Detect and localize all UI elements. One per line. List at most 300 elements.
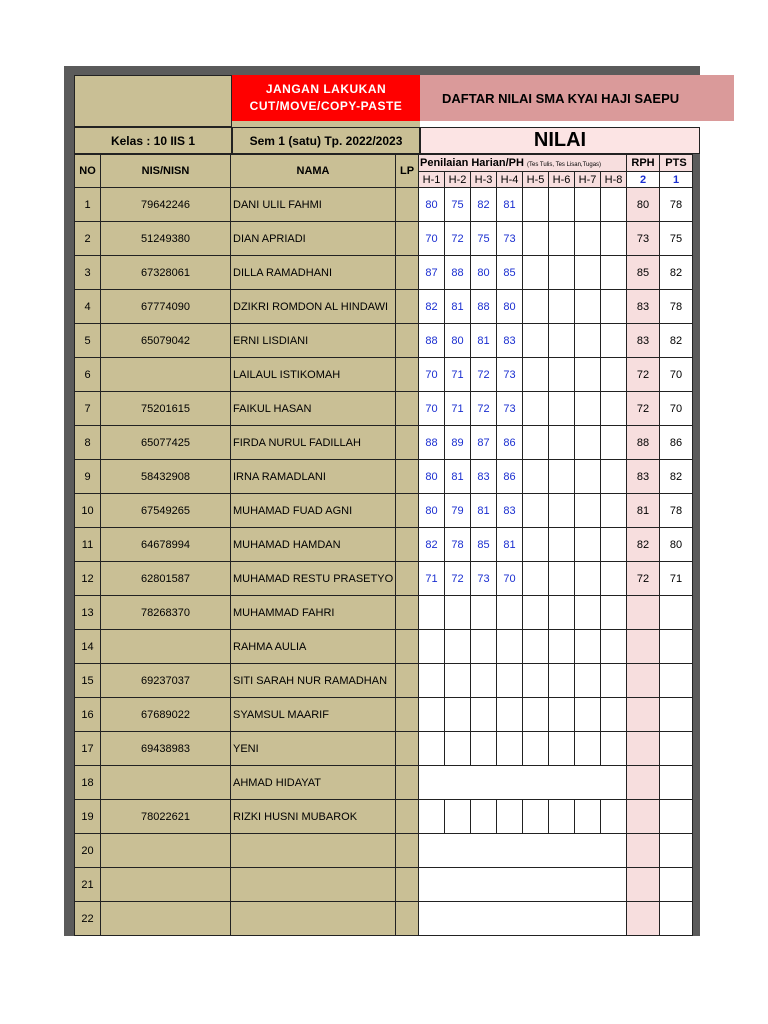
score-h2[interactable]: 75 [445, 188, 471, 222]
score-h2[interactable] [445, 698, 471, 732]
lp-cell[interactable] [396, 358, 419, 392]
row-number[interactable]: 22 [75, 902, 101, 936]
lp-cell[interactable] [396, 596, 419, 630]
score-h7[interactable] [575, 732, 601, 766]
lp-cell[interactable] [396, 766, 419, 800]
score-h4[interactable]: 73 [497, 392, 523, 426]
score-h7[interactable] [575, 596, 601, 630]
score-h3[interactable]: 75 [471, 222, 497, 256]
score-h8[interactable] [601, 596, 627, 630]
nama-cell[interactable]: RIZKI HUSNI MUBAROK [231, 800, 396, 834]
pts-cell[interactable] [660, 834, 693, 868]
rph-cell[interactable] [627, 664, 660, 698]
score-h1[interactable] [419, 630, 445, 664]
nis-cell[interactable]: 78022621 [101, 800, 231, 834]
score-h5[interactable] [523, 188, 549, 222]
ph-empty-span[interactable] [419, 834, 627, 868]
score-h7[interactable] [575, 222, 601, 256]
lp-cell[interactable] [396, 664, 419, 698]
score-h5[interactable] [523, 256, 549, 290]
table-row [75, 222, 693, 256]
score-h1[interactable]: 87 [419, 256, 445, 290]
score-h7[interactable] [575, 562, 601, 596]
score-h3[interactable] [471, 630, 497, 664]
score-h5[interactable] [523, 392, 549, 426]
score-h7[interactable] [575, 392, 601, 426]
row-number[interactable]: 6 [75, 358, 101, 392]
row-number[interactable]: 9 [75, 460, 101, 494]
lp-cell[interactable] [396, 800, 419, 834]
score-h7[interactable] [575, 324, 601, 358]
score-h3[interactable]: 72 [471, 358, 497, 392]
lp-cell[interactable] [396, 868, 419, 902]
score-h3[interactable] [471, 800, 497, 834]
rph-cell[interactable]: 83 [627, 460, 660, 494]
rph-cell[interactable]: 80 [627, 188, 660, 222]
score-h3[interactable]: 82 [471, 188, 497, 222]
nis-cell[interactable] [101, 630, 231, 664]
score-h2[interactable]: 81 [445, 460, 471, 494]
ph-empty-span[interactable] [419, 766, 627, 800]
row-number[interactable]: 19 [75, 800, 101, 834]
score-h8[interactable] [601, 290, 627, 324]
score-h6[interactable] [549, 222, 575, 256]
warning-banner [232, 75, 420, 121]
nis-cell[interactable]: 75201615 [101, 392, 231, 426]
nis-cell[interactable]: 64678994 [101, 528, 231, 562]
pts-cell[interactable] [660, 800, 693, 834]
nama-cell[interactable]: AHMAD HIDAYAT [231, 766, 396, 800]
rph-cell[interactable]: 83 [627, 324, 660, 358]
score-h2[interactable]: 71 [445, 358, 471, 392]
score-h7[interactable] [575, 494, 601, 528]
score-h2[interactable] [445, 800, 471, 834]
pts-cell[interactable] [660, 732, 693, 766]
col-header-h8: H-8 [601, 172, 627, 188]
nama-cell[interactable] [231, 834, 396, 868]
score-h2[interactable]: 72 [445, 562, 471, 596]
score-h5[interactable] [523, 324, 549, 358]
score-h2[interactable] [445, 664, 471, 698]
score-h7[interactable] [575, 290, 601, 324]
score-h5[interactable] [523, 562, 549, 596]
nama-cell[interactable] [231, 902, 396, 936]
pts-cell[interactable]: 82 [660, 324, 693, 358]
score-h6[interactable] [549, 596, 575, 630]
score-h2[interactable]: 89 [445, 426, 471, 460]
lp-cell[interactable] [396, 222, 419, 256]
score-h7[interactable] [575, 630, 601, 664]
lp-cell[interactable] [396, 562, 419, 596]
nama-cell[interactable]: YENI [231, 732, 396, 766]
nis-cell[interactable]: 58432908 [101, 460, 231, 494]
nis-cell[interactable]: 65077425 [101, 426, 231, 460]
score-h4[interactable] [497, 698, 523, 732]
rph-cell[interactable] [627, 698, 660, 732]
pts-cell[interactable] [660, 630, 693, 664]
nis-cell[interactable]: 67689022 [101, 698, 231, 732]
score-h4[interactable] [497, 630, 523, 664]
score-h7[interactable] [575, 528, 601, 562]
lp-cell[interactable] [396, 426, 419, 460]
score-h6[interactable] [549, 698, 575, 732]
score-h5[interactable] [523, 494, 549, 528]
rph-cell[interactable]: 72 [627, 392, 660, 426]
row-number[interactable]: 21 [75, 868, 101, 902]
ph-empty-span[interactable] [419, 868, 627, 902]
nama-cell[interactable]: SITI SARAH NUR RAMADHAN [231, 664, 396, 698]
nis-cell[interactable]: 79642246 [101, 188, 231, 222]
pts-cell[interactable]: 80 [660, 528, 693, 562]
score-h4[interactable] [497, 800, 523, 834]
score-h7[interactable] [575, 460, 601, 494]
score-h6[interactable] [549, 630, 575, 664]
score-h3[interactable]: 81 [471, 494, 497, 528]
pts-cell[interactable]: 70 [660, 392, 693, 426]
score-h8[interactable] [601, 188, 627, 222]
score-h4[interactable]: 80 [497, 290, 523, 324]
rph-cell[interactable]: 72 [627, 358, 660, 392]
row-number[interactable]: 17 [75, 732, 101, 766]
score-h2[interactable]: 78 [445, 528, 471, 562]
score-h6[interactable] [549, 528, 575, 562]
score-h3[interactable] [471, 664, 497, 698]
lp-cell[interactable] [396, 698, 419, 732]
score-h7[interactable] [575, 256, 601, 290]
score-h6[interactable] [549, 426, 575, 460]
col-header-h1: H-1 [419, 172, 445, 188]
score-h6[interactable] [549, 732, 575, 766]
row-number[interactable]: 13 [75, 596, 101, 630]
score-h8[interactable] [601, 528, 627, 562]
score-h7[interactable] [575, 800, 601, 834]
nama-cell[interactable]: FAIKUL HASAN [231, 392, 396, 426]
score-h6[interactable] [549, 290, 575, 324]
nama-cell[interactable]: MUHAMMAD FAHRI [231, 596, 396, 630]
pts-cell[interactable] [660, 698, 693, 732]
score-h4[interactable] [497, 732, 523, 766]
lp-cell[interactable] [396, 324, 419, 358]
score-h6[interactable] [549, 392, 575, 426]
score-h2[interactable]: 71 [445, 392, 471, 426]
score-h4[interactable]: 83 [497, 494, 523, 528]
row-number[interactable]: 15 [75, 664, 101, 698]
lp-cell[interactable] [396, 630, 419, 664]
score-h3[interactable]: 81 [471, 324, 497, 358]
nama-cell[interactable]: SYAMSUL MAARIF [231, 698, 396, 732]
score-h1[interactable]: 82 [419, 528, 445, 562]
rph-cell[interactable] [627, 834, 660, 868]
pts-cell[interactable]: 78 [660, 494, 693, 528]
score-h8[interactable] [601, 256, 627, 290]
lp-cell[interactable] [396, 528, 419, 562]
score-h8[interactable] [601, 630, 627, 664]
nis-cell[interactable] [101, 902, 231, 936]
lp-cell[interactable] [396, 256, 419, 290]
score-h1[interactable] [419, 800, 445, 834]
score-h1[interactable]: 70 [419, 358, 445, 392]
score-h4[interactable] [497, 596, 523, 630]
col-header-nis: NIS/NISN [101, 155, 231, 188]
nama-cell[interactable]: MUHAMAD HAMDAN [231, 528, 396, 562]
nis-cell[interactable] [101, 834, 231, 868]
rph-cell[interactable] [627, 596, 660, 630]
score-h7[interactable] [575, 358, 601, 392]
score-h3[interactable]: 85 [471, 528, 497, 562]
row-number[interactable]: 2 [75, 222, 101, 256]
rph-cell[interactable] [627, 630, 660, 664]
pts-cell[interactable] [660, 596, 693, 630]
score-h1[interactable]: 80 [419, 188, 445, 222]
score-h1[interactable] [419, 664, 445, 698]
lp-cell[interactable] [396, 460, 419, 494]
score-h1[interactable] [419, 698, 445, 732]
nis-cell[interactable]: 67774090 [101, 290, 231, 324]
col-header-h3: H-3 [471, 172, 497, 188]
score-h4[interactable]: 86 [497, 426, 523, 460]
pts-cell[interactable]: 75 [660, 222, 693, 256]
score-h5[interactable] [523, 222, 549, 256]
row-number[interactable]: 8 [75, 426, 101, 460]
table-row [75, 392, 693, 426]
score-h5[interactable] [523, 460, 549, 494]
score-h6[interactable] [549, 664, 575, 698]
score-h6[interactable] [549, 188, 575, 222]
score-h8[interactable] [601, 562, 627, 596]
col-header-h5: H-5 [523, 172, 549, 188]
row-number[interactable]: 12 [75, 562, 101, 596]
score-h8[interactable] [601, 426, 627, 460]
lp-cell[interactable] [396, 392, 419, 426]
row-number[interactable]: 4 [75, 290, 101, 324]
nama-cell[interactable]: RAHMA AULIA [231, 630, 396, 664]
score-h3[interactable] [471, 732, 497, 766]
score-h7[interactable] [575, 664, 601, 698]
score-h1[interactable]: 80 [419, 494, 445, 528]
score-h4[interactable]: 73 [497, 222, 523, 256]
rph-cell[interactable]: 81 [627, 494, 660, 528]
nama-cell[interactable]: DANI ULIL FAHMI [231, 188, 396, 222]
rph-cell[interactable]: 88 [627, 426, 660, 460]
ph-empty-span[interactable] [419, 902, 627, 936]
sheet-title: DAFTAR NILAI SMA KYAI HAJI SAEPU [420, 75, 734, 121]
score-h3[interactable]: 80 [471, 256, 497, 290]
score-h2[interactable]: 72 [445, 222, 471, 256]
score-h8[interactable] [601, 324, 627, 358]
nama-cell[interactable]: MUHAMAD RESTU PRASETYO [231, 562, 396, 596]
pts-cell[interactable] [660, 902, 693, 936]
rph-cell[interactable]: 83 [627, 290, 660, 324]
rph-cell[interactable]: 73 [627, 222, 660, 256]
score-h1[interactable]: 88 [419, 324, 445, 358]
score-h8[interactable] [601, 460, 627, 494]
score-h2[interactable]: 79 [445, 494, 471, 528]
pts-cell[interactable]: 71 [660, 562, 693, 596]
nis-cell[interactable]: 51249380 [101, 222, 231, 256]
pts-cell[interactable]: 78 [660, 188, 693, 222]
score-h6[interactable] [549, 358, 575, 392]
nama-cell[interactable]: ERNI LISDIANI [231, 324, 396, 358]
nama-cell[interactable]: IRNA RAMADLANI [231, 460, 396, 494]
score-h6[interactable] [549, 256, 575, 290]
pts-cell[interactable]: 82 [660, 256, 693, 290]
score-h6[interactable] [549, 562, 575, 596]
nama-cell[interactable]: DIAN APRIADI [231, 222, 396, 256]
score-h4[interactable]: 81 [497, 188, 523, 222]
table-row [75, 596, 693, 630]
table-row [75, 460, 693, 494]
rph-cell[interactable] [627, 800, 660, 834]
score-h5[interactable] [523, 630, 549, 664]
lp-cell[interactable] [396, 902, 419, 936]
score-h5[interactable] [523, 290, 549, 324]
score-h6[interactable] [549, 800, 575, 834]
score-h4[interactable]: 85 [497, 256, 523, 290]
score-h4[interactable] [497, 664, 523, 698]
score-h8[interactable] [601, 732, 627, 766]
pts-cell[interactable]: 78 [660, 290, 693, 324]
nama-cell[interactable]: DILLA RAMADHANI [231, 256, 396, 290]
rph-cell[interactable] [627, 732, 660, 766]
lp-cell[interactable] [396, 290, 419, 324]
nis-cell[interactable] [101, 766, 231, 800]
table-row [75, 834, 693, 868]
score-h6[interactable] [549, 324, 575, 358]
rph-cell[interactable]: 82 [627, 528, 660, 562]
rph-cell[interactable] [627, 902, 660, 936]
row-number[interactable]: 1 [75, 188, 101, 222]
score-h3[interactable]: 73 [471, 562, 497, 596]
nis-cell[interactable]: 67328061 [101, 256, 231, 290]
score-h1[interactable] [419, 596, 445, 630]
pts-cell[interactable]: 70 [660, 358, 693, 392]
score-h1[interactable]: 82 [419, 290, 445, 324]
row-number[interactable]: 16 [75, 698, 101, 732]
lp-cell[interactable] [396, 834, 419, 868]
nama-cell[interactable]: MUHAMAD FUAD AGNI [231, 494, 396, 528]
nis-cell[interactable]: 62801587 [101, 562, 231, 596]
score-h8[interactable] [601, 494, 627, 528]
score-h2[interactable] [445, 596, 471, 630]
pts-cell[interactable] [660, 868, 693, 902]
score-h1[interactable]: 88 [419, 426, 445, 460]
nama-cell[interactable] [231, 868, 396, 902]
score-h5[interactable] [523, 528, 549, 562]
score-h5[interactable] [523, 358, 549, 392]
score-h8[interactable] [601, 664, 627, 698]
score-h8[interactable] [601, 698, 627, 732]
pts-cell[interactable] [660, 766, 693, 800]
score-h3[interactable] [471, 698, 497, 732]
nis-cell[interactable]: 78268370 [101, 596, 231, 630]
score-h5[interactable] [523, 698, 549, 732]
pts-cell[interactable]: 86 [660, 426, 693, 460]
row-number[interactable]: 3 [75, 256, 101, 290]
nis-cell[interactable]: 69438983 [101, 732, 231, 766]
pts-cell[interactable]: 82 [660, 460, 693, 494]
score-h6[interactable] [549, 460, 575, 494]
score-h1[interactable]: 70 [419, 222, 445, 256]
score-h5[interactable] [523, 664, 549, 698]
score-h3[interactable]: 88 [471, 290, 497, 324]
nis-cell[interactable]: 69237037 [101, 664, 231, 698]
nis-cell[interactable]: 65079042 [101, 324, 231, 358]
score-h2[interactable]: 80 [445, 324, 471, 358]
score-h4[interactable]: 73 [497, 358, 523, 392]
nama-cell[interactable]: FIRDA NURUL FADILLAH [231, 426, 396, 460]
rph-cell[interactable]: 85 [627, 256, 660, 290]
row-number[interactable]: 14 [75, 630, 101, 664]
score-h8[interactable] [601, 800, 627, 834]
nis-cell[interactable]: 67549265 [101, 494, 231, 528]
score-h5[interactable] [523, 426, 549, 460]
rph-cell[interactable]: 72 [627, 562, 660, 596]
score-h1[interactable]: 71 [419, 562, 445, 596]
lp-cell[interactable] [396, 494, 419, 528]
kelas-label: Kelas : 10 IIS 1 [74, 127, 232, 154]
score-h5[interactable] [523, 800, 549, 834]
row-number[interactable]: 20 [75, 834, 101, 868]
pts-cell[interactable] [660, 664, 693, 698]
score-h7[interactable] [575, 698, 601, 732]
score-h1[interactable]: 70 [419, 392, 445, 426]
score-h6[interactable] [549, 494, 575, 528]
table-row [75, 358, 693, 392]
score-h2[interactable]: 88 [445, 256, 471, 290]
nama-cell[interactable]: DZIKRI ROMDON AL HINDAWI [231, 290, 396, 324]
table-row [75, 188, 693, 222]
score-h8[interactable] [601, 358, 627, 392]
row-number[interactable]: 7 [75, 392, 101, 426]
score-h1[interactable]: 80 [419, 460, 445, 494]
col-header-pts: PTS [660, 155, 693, 172]
nama-cell[interactable]: LAILAUL ISTIKOMAH [231, 358, 396, 392]
lp-cell[interactable] [396, 732, 419, 766]
semester-label: Sem 1 (satu) Tp. 2022/2023 [232, 127, 420, 154]
score-h4[interactable]: 70 [497, 562, 523, 596]
score-h5[interactable] [523, 596, 549, 630]
nis-cell[interactable] [101, 868, 231, 902]
score-h2[interactable]: 81 [445, 290, 471, 324]
score-h2[interactable] [445, 630, 471, 664]
lp-cell[interactable] [396, 188, 419, 222]
score-h7[interactable] [575, 188, 601, 222]
rph-cell[interactable] [627, 868, 660, 902]
score-h3[interactable]: 87 [471, 426, 497, 460]
score-h4[interactable]: 83 [497, 324, 523, 358]
score-h8[interactable] [601, 222, 627, 256]
score-h3[interactable] [471, 596, 497, 630]
score-h2[interactable] [445, 732, 471, 766]
score-h4[interactable]: 81 [497, 528, 523, 562]
score-h8[interactable] [601, 392, 627, 426]
row-number[interactable]: 5 [75, 324, 101, 358]
score-h3[interactable]: 72 [471, 392, 497, 426]
score-h5[interactable] [523, 732, 549, 766]
score-h3[interactable]: 83 [471, 460, 497, 494]
row-number[interactable]: 18 [75, 766, 101, 800]
score-h7[interactable] [575, 426, 601, 460]
row-number[interactable]: 11 [75, 528, 101, 562]
score-h4[interactable]: 86 [497, 460, 523, 494]
row-number[interactable]: 10 [75, 494, 101, 528]
col-header-rph: RPH [627, 155, 660, 172]
table-row [75, 494, 693, 528]
score-h1[interactable] [419, 732, 445, 766]
table-row [75, 324, 693, 358]
nis-cell[interactable] [101, 358, 231, 392]
rph-cell[interactable] [627, 766, 660, 800]
